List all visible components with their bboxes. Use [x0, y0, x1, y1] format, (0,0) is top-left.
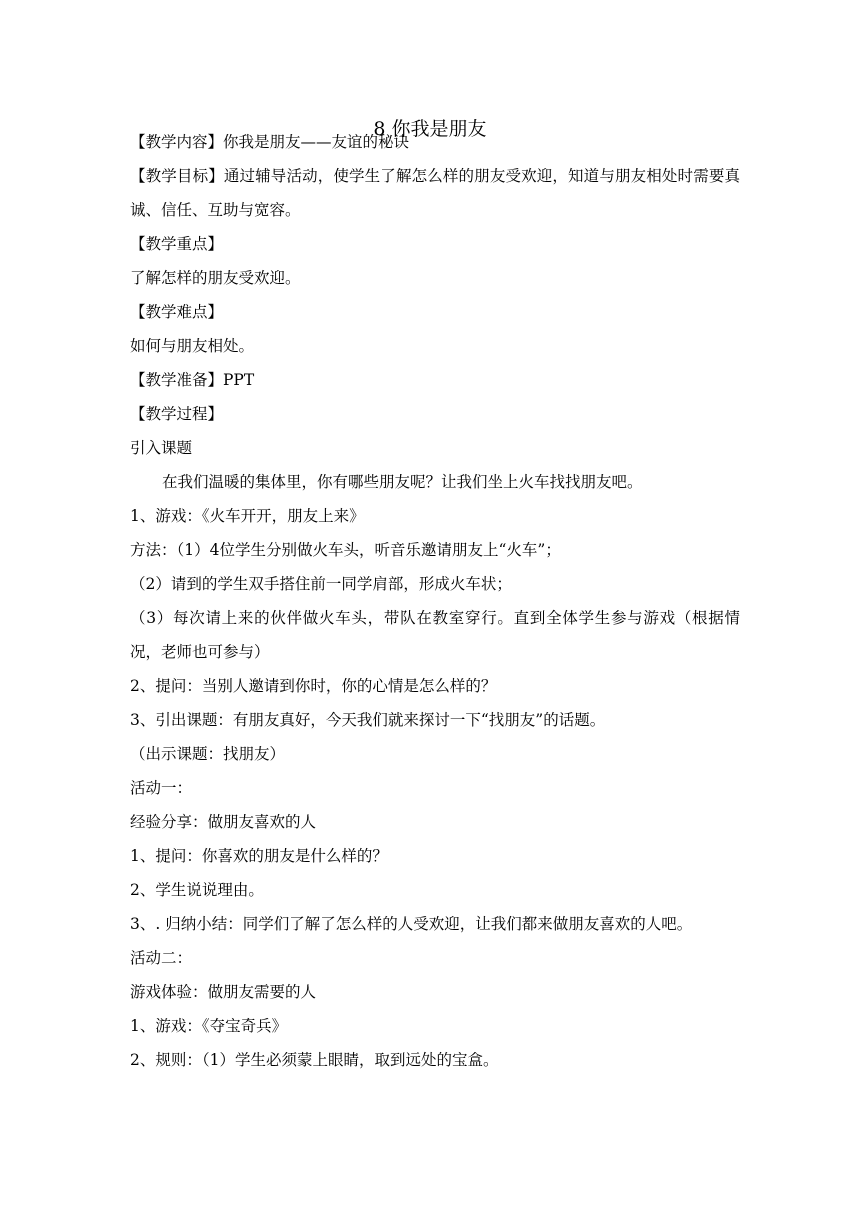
difficulty-heading: 【教学难点】 [130, 303, 224, 321]
activity-one-question: 1、提问：你喜欢的朋友是什么样的？ [130, 847, 388, 865]
document-title: 8 你我是朋友 [373, 118, 487, 140]
method-step-one: 方法：（1）4位学生分别做火车头，听音乐邀请朋友上“火车”； [130, 541, 561, 559]
activity-one-summary: 3、. 归纳小结：同学们了解了怎么样的人受欢迎，让我们都来做朋友喜欢的人吧。 [130, 915, 693, 933]
document-body [130, 125, 740, 1077]
show-topic-line: （出示课题：找朋友） [130, 745, 286, 763]
teaching-content-line: 【教学内容】你我是朋友——友谊的秘诀 [130, 133, 410, 151]
activity-one-reasons: 2、学生说说理由。 [130, 881, 264, 899]
activity-one-title: 经验分享：做朋友喜欢的人 [130, 813, 317, 831]
treasure-game-title: 1、游戏：《夺宝奇兵》 [130, 1017, 288, 1035]
activity-two-title: 游戏体验：做朋友需要的人 [130, 983, 317, 1001]
process-heading: 【教学过程】 [130, 405, 224, 423]
question-line: 2、提问：当别人邀请到你时，你的心情是怎么样的？ [130, 677, 497, 695]
key-point-text: 了解怎样的朋友受欢迎。 [130, 269, 301, 287]
intro-paragraph: 在我们温暖的集体里，你有哪些朋友呢？让我们坐上火车找找朋友吧。 [162, 473, 643, 491]
game-one-title: 1、游戏：《火车开开，朋友上来》 [130, 507, 365, 525]
rules-line: 2、规则：（1）学生必须蒙上眼睛，取到远处的宝盒。 [130, 1051, 499, 1069]
topic-intro-line: 3、引出课题：有朋友真好，今天我们就来探讨一下“找朋友”的话题。 [130, 711, 606, 729]
preparation-line: 【教学准备】PPT [130, 371, 255, 389]
method-step-three: （3）每次请上来的伙伴做火车头，带队在教室穿行。直到全体学生参与游戏（根据情况，老师也可参与） [130, 609, 740, 661]
activity-two-heading: 活动二： [130, 949, 193, 967]
teaching-goal-paragraph: 【教学目标】通过辅导活动，使学生了解怎么样的朋友受欢迎，知道与朋友相处时需要真诚、信任、互助与宽容。 [130, 167, 740, 219]
intro-heading: 引入课题 [130, 439, 193, 457]
key-point-heading: 【教学重点】 [130, 235, 224, 253]
activity-one-heading: 活动一： [130, 779, 193, 797]
difficulty-text: 如何与朋友相处。 [130, 337, 255, 355]
method-step-two: （2）请到的学生双手搭住前一同学肩部，形成火车状； [130, 575, 512, 593]
